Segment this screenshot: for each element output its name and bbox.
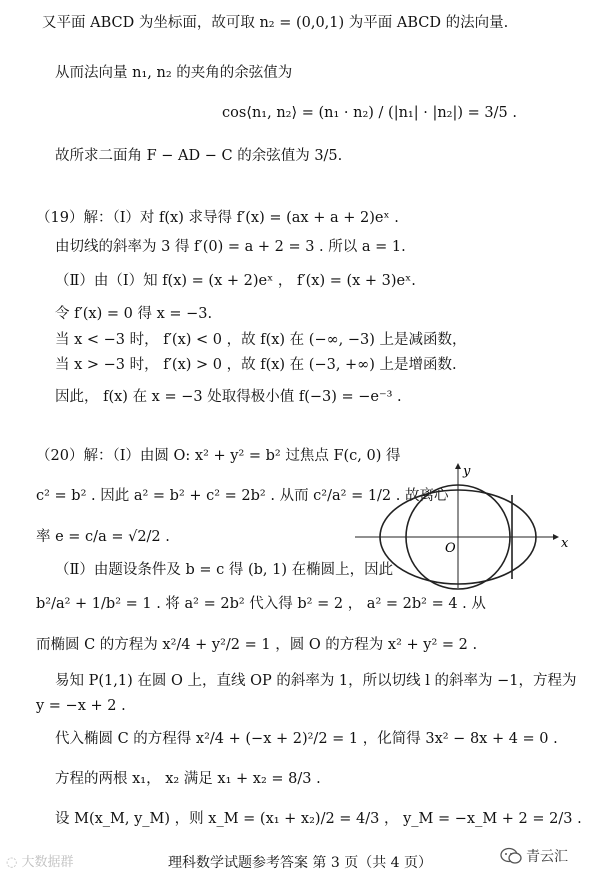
y-axis-arrow xyxy=(455,463,461,469)
text-line-15: （Ⅱ）由题设条件及 b = c 得 (b, 1) 在椭圆上，因此 xyxy=(55,562,394,578)
text-line-19: y = −x + 2 . xyxy=(36,698,126,714)
text-line-8: 令 f′(x) = 0 得 x = −3. xyxy=(55,306,213,322)
brand-name: 青云汇 xyxy=(526,849,568,865)
text-line-14: 率 e = c/a = √2/2 . xyxy=(36,529,170,545)
text-line-17: 而椭圆 C 的方程为 x²/4 + y²/2 = 1 ，圆 O 的方程为 x² + y² = 2 . xyxy=(36,637,478,653)
text-line-16: b²/a² + 1/b² = 1 . 将 a² = 2b² 代入得 b² = 2 ， a² = 2b² = 4 . 从 xyxy=(36,596,486,612)
watermark-icon: ◌ xyxy=(6,855,22,870)
text-line-2: 从而法向量 n₁, n₂ 的夹角的余弦值为 xyxy=(55,65,293,81)
problem-19-heading: （19）解：（Ⅰ）对 f(x) 求导得 f′(x) = (ax + a + 2)eˣ . xyxy=(36,210,399,226)
watermark-text: 大数据群 xyxy=(21,855,74,870)
text-line-1: 又平面 ABCD 为坐标面，故可取 n₂ = (0,0,1) 为平面 ABCD 的法向量. xyxy=(42,15,509,31)
text-line-18: 易知 P(1,1) 在圆 O 上，直线 OP 的斜率为 1，所以切线 l 的斜率为 −1，方程为 xyxy=(55,673,577,689)
text-line-13: c² = b² . 因此 a² = b² + c² = 2b² . 从而 c²/a² = 1/2 . 故离心 xyxy=(36,488,449,504)
text-line-20: 代入椭圆 C 的方程得 x²/4 + (−x + 2)²/2 = 1 ，化简得 3x² − 8x + 4 = 0 . xyxy=(55,731,558,747)
text-line-22: 设 M(x_M, y_M) ，则 x_M = (x₁ + x₂)/2 = 4/3 ， y_M = −x_M + 2 = 2/3 . xyxy=(55,811,582,827)
x-axis-arrow xyxy=(553,534,559,540)
page-footer: 理科数学试题参考答案 第 3 页（共 4 页） xyxy=(167,855,433,871)
origin-label: O xyxy=(445,541,456,556)
wechat-icon xyxy=(500,847,522,865)
x-axis-label: x xyxy=(561,536,569,551)
y-axis-label: y xyxy=(463,464,471,479)
text-line-9: 当 x < −3 时， f′(x) < 0 ，故 f(x) 在 (−∞, −3) 上是减函数， xyxy=(55,332,467,348)
text-line-21: 方程的两根 x₁， x₂ 满足 x₁ + x₂ = 8/3 . xyxy=(55,771,321,787)
problem-20-heading: （20）解：（Ⅰ）由圆 O: x² + y² = b² 过焦点 F(c, 0) 得 xyxy=(36,448,401,464)
text-line-10: 当 x > −3 时， f′(x) > 0 ，故 f(x) 在 (−3, +∞) 上是增函数. xyxy=(55,357,457,373)
text-line-11: 因此， f(x) 在 x = −3 处取得极小值 f(−3) = −e⁻³ . xyxy=(55,389,402,405)
text-line-7: （Ⅱ）由（Ⅰ）知 f(x) = (x + 2)eˣ ， f′(x) = (x + 3)eˣ. xyxy=(55,273,416,289)
formula-cosine: cos⟨n₁, n₂⟩ = (n₁ · n₂) / (|n₁| · |n₂|) = 3/5 . xyxy=(222,105,517,121)
ellipse-circle-figure xyxy=(355,455,570,590)
brand-logo xyxy=(500,846,568,866)
text-line-4: 故所求二面角 F − AD − C 的余弦值为 3/5. xyxy=(55,148,343,164)
text-line-6: 由切线的斜率为 3 得 f′(0) = a + 2 = 3 . 所以 a = 1. xyxy=(55,239,406,255)
